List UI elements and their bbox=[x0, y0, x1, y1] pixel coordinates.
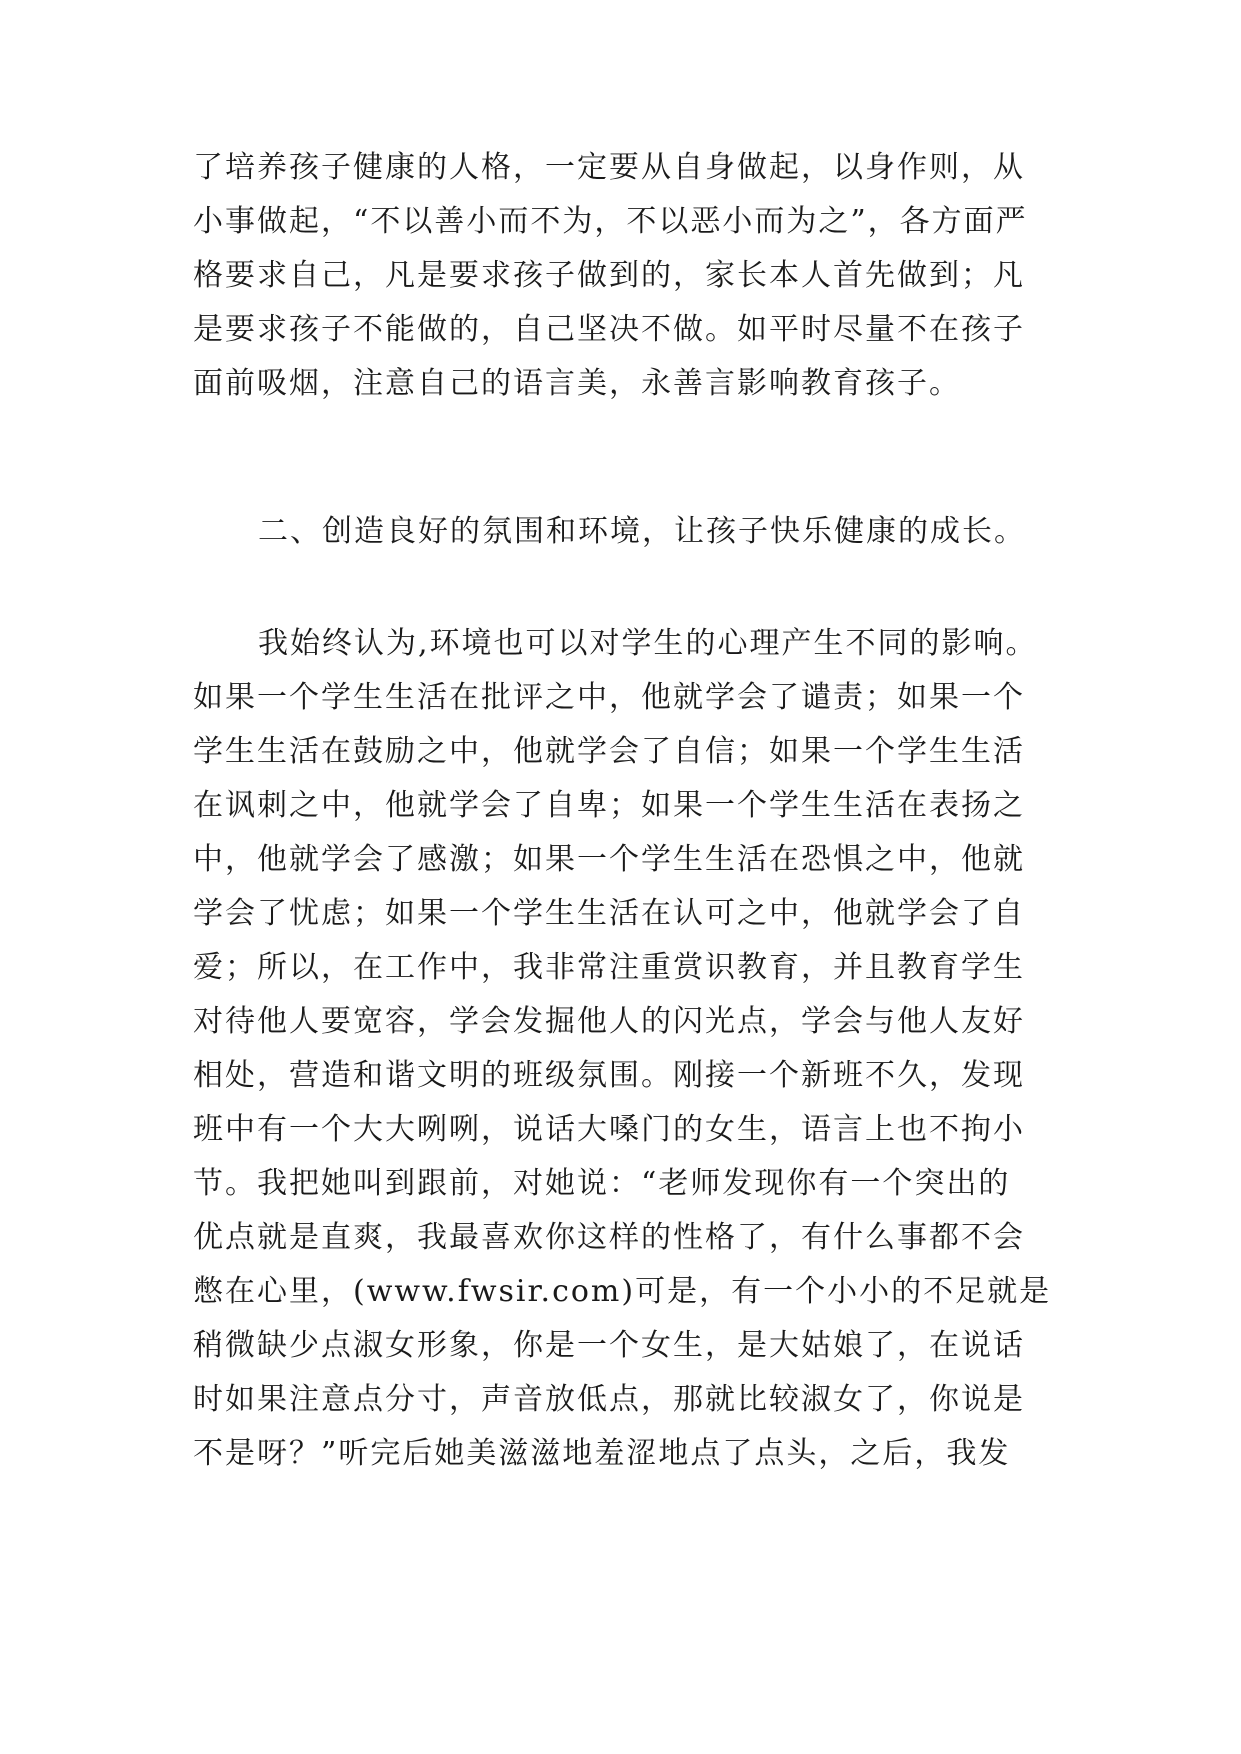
paragraph-2-line-13: 憋在心里，(www.fwsir.com)可是，有一个小小的不足就是 bbox=[193, 1274, 1052, 1309]
paragraph-1-line-3: 格要求自己，凡是要求孩子做到的，家长本人首先做到；凡 bbox=[193, 258, 1025, 293]
paragraph-1-line-5: 面前吸烟，注意自己的语言美，永善言影响教育孩子。 bbox=[193, 366, 961, 401]
paragraph-2-line-16: 不是呀？”听完后她美滋滋地羞涩地点了点头，之后，我发 bbox=[193, 1436, 1011, 1471]
paragraph-2-line-12: 优点就是直爽，我最喜欢你这样的性格了，有什么事都不会 bbox=[193, 1220, 1025, 1255]
paragraph-2-line-3: 学生生活在鼓励之中，他就学会了自信；如果一个学生生活 bbox=[193, 734, 1025, 769]
paragraph-2-line-1: 我始终认为,环境也可以对学生的心理产生不同的影响。 bbox=[258, 626, 1038, 661]
paragraph-2-line-14: 稍微缺少点淑女形象，你是一个女生，是大姑娘了，在说话 bbox=[193, 1328, 1025, 1363]
section-heading: 二、创造良好的氛围和环境，让孩子快乐健康的成长。 bbox=[258, 514, 1026, 549]
paragraph-2-line-6: 学会了忧虑；如果一个学生生活在认可之中，他就学会了自 bbox=[193, 896, 1025, 931]
paragraph-2-line-5: 中，他就学会了感激；如果一个学生生活在恐惧之中，他就 bbox=[193, 842, 1025, 877]
paragraph-1-line-2: 小事做起，“不以善小而不为，不以恶小而为之”，各方面严 bbox=[193, 204, 1028, 239]
paragraph-2-line-4: 在讽刺之中，他就学会了自卑；如果一个学生生活在表扬之 bbox=[193, 788, 1025, 823]
paragraph-1-line-1: 了培养孩子健康的人格，一定要从自身做起，以身作则，从 bbox=[193, 150, 1025, 185]
paragraph-2-line-15: 时如果注意点分寸，声音放低点，那就比较淑女了，你说是 bbox=[193, 1382, 1025, 1417]
paragraph-2-line-11: 节。我把她叫到跟前，对她说：“老师发现你有一个突出的 bbox=[193, 1166, 1011, 1201]
paragraph-1-line-4: 是要求孩子不能做的，自己坚决不做。如平时尽量不在孩子 bbox=[193, 312, 1025, 347]
paragraph-2-line-9: 相处，营造和谐文明的班级氛围。刚接一个新班不久，发现 bbox=[193, 1058, 1025, 1093]
paragraph-2-line-2: 如果一个学生生活在批评之中，他就学会了谴责；如果一个 bbox=[193, 680, 1025, 715]
paragraph-2-line-8: 对待他人要宽容，学会发掘他人的闪光点，学会与他人友好 bbox=[193, 1004, 1025, 1039]
paragraph-2-line-7: 爱；所以，在工作中，我非常注重赏识教育，并且教育学生 bbox=[193, 950, 1025, 985]
paragraph-2-line-10: 班中有一个大大咧咧，说话大嗓门的女生，语言上也不拘小 bbox=[193, 1112, 1025, 1147]
